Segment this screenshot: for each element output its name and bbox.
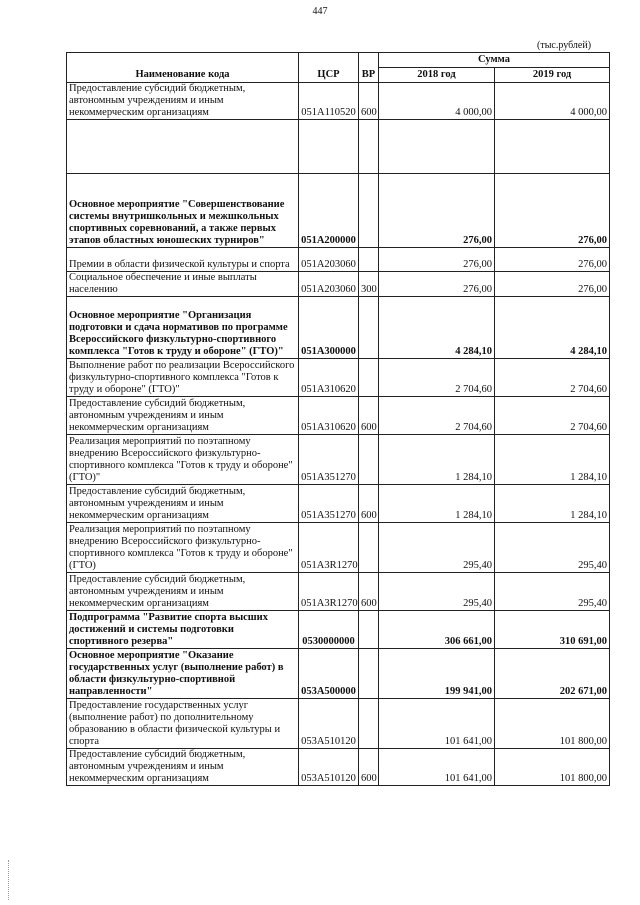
table-row [67, 699, 610, 749]
table-row [67, 272, 610, 297]
row-csr: 051А200000 [299, 174, 359, 248]
row-value-2019: 1 284,10 [495, 485, 610, 523]
row-value-2018: 4 284,10 [379, 297, 495, 359]
row-csr: 053А510120 [299, 749, 359, 786]
row-csr: 0530000000 [299, 611, 359, 649]
row-csr: 051А310620 [299, 359, 359, 397]
row-vr: 300 [359, 272, 379, 297]
row-value-2019 [495, 120, 610, 174]
row-vr [359, 649, 379, 699]
table-row [67, 397, 610, 435]
row-vr [359, 523, 379, 573]
header-sum: Сумма [379, 53, 610, 68]
row-value-2019: 310 691,00 [495, 611, 610, 649]
header-name: Наименование кода [67, 53, 299, 83]
row-vr [359, 699, 379, 749]
table-row [67, 359, 610, 397]
row-value-2018: 101 641,00 [379, 699, 495, 749]
row-csr: 051А203060 [299, 248, 359, 272]
row-value-2018: 295,40 [379, 523, 495, 573]
row-vr: 600 [359, 573, 379, 611]
row-name: Выполнение работ по реализации Всероссийского физкультурно-спортивного комплекса "Готов к труду и обороне" (ГТО)" [67, 359, 299, 397]
page-number: 447 [312, 6, 328, 17]
row-value-2018: 276,00 [379, 248, 495, 272]
row-value-2018: 1 284,10 [379, 485, 495, 523]
row-name: Предоставление субсидий бюджетным, автономным учреждениям и иным некоммерческим организациям [67, 573, 299, 611]
row-csr [299, 120, 359, 174]
row-name: Реализация мероприятий по поэтапному внедрению Всероссийского физкультурно-спортивного комплекса "Готов к труду и обороне" (ГТО) [67, 523, 299, 573]
header-row-top [67, 53, 610, 68]
row-value-2018 [379, 120, 495, 174]
row-value-2019: 101 800,00 [495, 699, 610, 749]
table-row [67, 435, 610, 485]
table-row [67, 248, 610, 272]
row-name: Социальное обеспечение и иные выплаты населению [67, 272, 299, 297]
row-vr: 600 [359, 485, 379, 523]
row-csr: 051А110520 [299, 83, 359, 120]
row-value-2019: 2 704,60 [495, 397, 610, 435]
row-name: Премии в области физической культуры и спорта [67, 248, 299, 272]
row-csr: 051А300000 [299, 297, 359, 359]
row-value-2019: 276,00 [495, 248, 610, 272]
table-row [67, 120, 610, 174]
row-vr [359, 120, 379, 174]
row-value-2018: 101 641,00 [379, 749, 495, 786]
row-value-2018: 2 704,60 [379, 359, 495, 397]
row-csr: 051А203060 [299, 272, 359, 297]
row-value-2019: 4 284,10 [495, 297, 610, 359]
row-value-2019: 295,40 [495, 573, 610, 611]
header-csr: ЦСР [299, 53, 359, 83]
row-csr: 051А351270 [299, 435, 359, 485]
row-name: Предоставление субсидий бюджетным, автономным учреждениям и иным некоммерческим организациям [67, 485, 299, 523]
row-value-2019: 295,40 [495, 523, 610, 573]
row-name: Реализация мероприятий по поэтапному внедрению Всероссийского физкультурно-спортивного комплекса "Готов к труду и обороне" (ГТО)" [67, 435, 299, 485]
row-vr [359, 297, 379, 359]
row-value-2019: 101 800,00 [495, 749, 610, 786]
row-value-2018: 1 284,10 [379, 435, 495, 485]
row-value-2019: 202 671,00 [495, 649, 610, 699]
row-value-2018: 276,00 [379, 272, 495, 297]
header-2018: 2018 год [379, 68, 495, 83]
row-value-2019: 4 000,00 [495, 83, 610, 120]
table-body [67, 83, 610, 786]
row-name: Предоставление субсидий бюджетным, автономным учреждениям и иным некоммерческим организациям [67, 749, 299, 786]
row-name: Основное мероприятие "Совершенствование системы внутришкольных и межшкольных спортивных соревнований, а также первых этапов областных юношеских турниров" [67, 174, 299, 248]
table-row [67, 649, 610, 699]
row-csr: 053А510120 [299, 699, 359, 749]
budget-table [66, 52, 610, 786]
row-value-2019: 2 704,60 [495, 359, 610, 397]
row-csr: 051А310620 [299, 397, 359, 435]
table-row [67, 749, 610, 786]
row-value-2019: 276,00 [495, 272, 610, 297]
row-vr [359, 174, 379, 248]
row-name: Предоставление субсидий бюджетным, автономным учреждениям и иным некоммерческим организациям [67, 397, 299, 435]
row-value-2018: 2 704,60 [379, 397, 495, 435]
row-value-2018: 295,40 [379, 573, 495, 611]
table-row [67, 174, 610, 248]
row-name: Предоставление субсидий бюджетным, автономным учреждениям и иным некоммерческим организациям [67, 83, 299, 120]
row-vr [359, 248, 379, 272]
table-row [67, 83, 610, 120]
table-row [67, 573, 610, 611]
table-row [67, 523, 610, 573]
row-name: Основное мероприятие "Организация подготовки и сдача нормативов по программе Всероссийского физкультурно-спортивного комплекса "Готов к труду и обороне" (ГТО)" [67, 297, 299, 359]
row-vr [359, 359, 379, 397]
table-row [67, 485, 610, 523]
row-vr [359, 611, 379, 649]
row-name: Подпрограмма "Развитие спорта высших достижений и системы подготовки спортивного резерва" [67, 611, 299, 649]
table-row [67, 611, 610, 649]
units-label: (тыс.рублей) [537, 40, 592, 51]
header-2019: 2019 год [495, 68, 610, 83]
row-vr: 600 [359, 749, 379, 786]
margin-marks [8, 860, 10, 900]
row-value-2019: 276,00 [495, 174, 610, 248]
header-vr: ВР [359, 53, 379, 83]
row-csr: 051А351270 [299, 485, 359, 523]
row-value-2018: 4 000,00 [379, 83, 495, 120]
row-value-2018: 276,00 [379, 174, 495, 248]
row-value-2018: 306 661,00 [379, 611, 495, 649]
row-name [67, 120, 299, 174]
row-vr: 600 [359, 83, 379, 120]
row-value-2018: 199 941,00 [379, 649, 495, 699]
row-value-2019: 1 284,10 [495, 435, 610, 485]
row-csr: 051А3R1270 [299, 573, 359, 611]
table-row [67, 297, 610, 359]
row-name: Предоставление государственных услуг (выполнение работ) по дополнительному образованию в области физической культуры и спорта [67, 699, 299, 749]
row-name: Основное мероприятие "Оказание государственных услуг (выполнение работ) в области физкультурно-спортивной направленности" [67, 649, 299, 699]
row-csr: 053А500000 [299, 649, 359, 699]
row-csr: 051А3R1270 [299, 523, 359, 573]
row-vr [359, 435, 379, 485]
row-vr: 600 [359, 397, 379, 435]
